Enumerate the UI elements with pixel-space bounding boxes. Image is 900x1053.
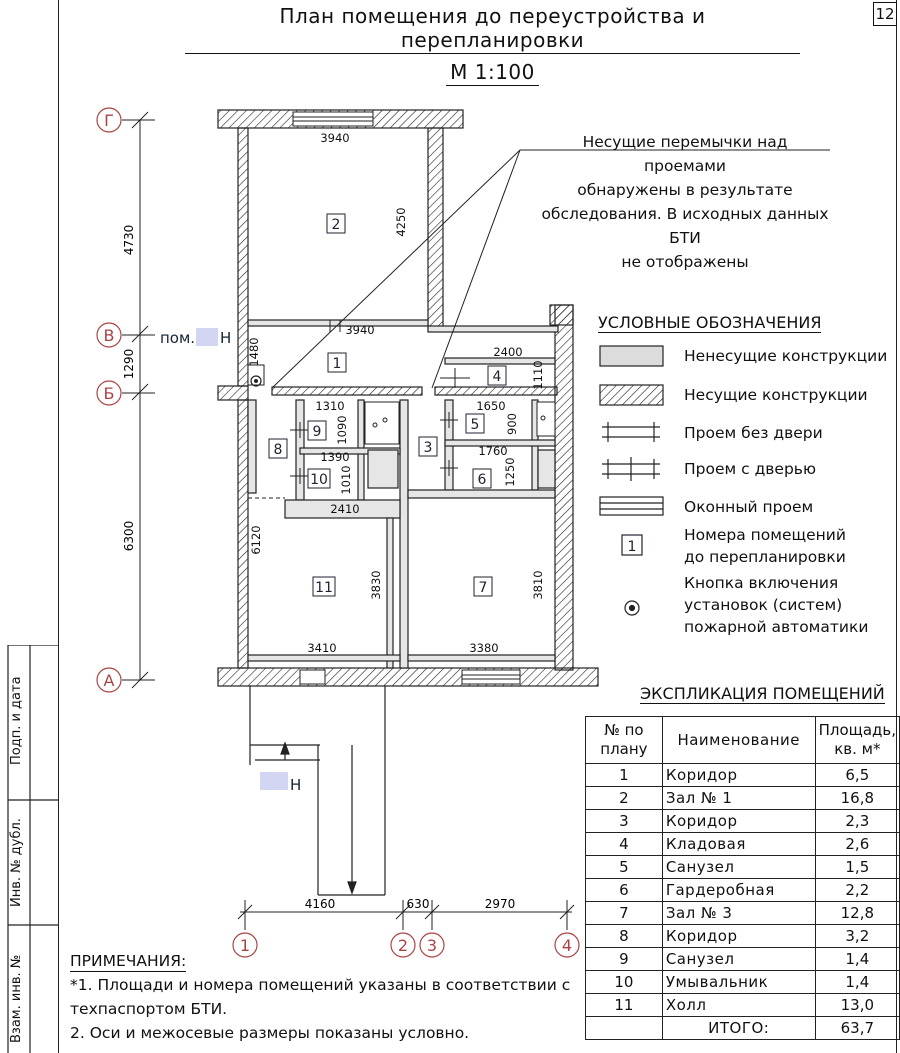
row-area: 1,5 xyxy=(815,856,899,879)
notes-block xyxy=(70,949,570,1045)
legend-number-sample: 1 xyxy=(627,539,637,555)
explication-title: ЭКСПЛИКАЦИЯ ПОМЕЩЕНИЙ xyxy=(640,684,885,703)
row-area: 16,8 xyxy=(815,787,899,810)
total-label: ИТОГО: xyxy=(662,1017,815,1040)
row-area: 12,8 xyxy=(815,902,899,925)
explication-table xyxy=(585,716,900,1040)
table-row xyxy=(586,879,900,902)
legend-fire-button: Кнопка включения установок (систем) пожарной автоматики xyxy=(684,574,869,636)
dim-room7-width: 3380 xyxy=(469,641,499,655)
axis-letter-a: А xyxy=(103,671,115,690)
room-number-8: 8 xyxy=(273,442,283,458)
table-row xyxy=(586,787,900,810)
dim-room4-width: 2400 xyxy=(493,345,523,359)
room-number-11: 11 xyxy=(315,580,333,596)
legend-opening-no-door: Проем без двери xyxy=(684,424,823,442)
dim-bottom-630: 630 xyxy=(406,897,430,911)
room-number-9: 9 xyxy=(312,424,322,440)
row-area: 13,0 xyxy=(815,994,899,1017)
row-number: 9 xyxy=(586,948,663,971)
room-number-3: 3 xyxy=(423,440,433,456)
legend-opening-door: Проем с дверью xyxy=(684,460,816,478)
sanitary-fixtures xyxy=(365,402,555,444)
table-row xyxy=(586,764,900,787)
dim-left-4730: 4730 xyxy=(122,224,136,256)
dim-room10-height: 1010 xyxy=(339,465,353,495)
table-row xyxy=(586,810,900,833)
dim-room10-width: 1390 xyxy=(320,450,350,464)
bearing-lintels-note xyxy=(540,130,830,274)
stamp-sign-date: Подп. и дата xyxy=(9,676,24,765)
dim-room9-height: 1090 xyxy=(335,415,349,445)
dim-room4-height: 1110 xyxy=(531,360,545,390)
room-number-1: 1 xyxy=(332,356,342,372)
room-number-7: 7 xyxy=(478,580,488,596)
legend-room-numbers: Номера помещений до перепланировки xyxy=(684,526,846,566)
note-line-2: обнаружены в результате xyxy=(577,181,793,199)
partitions xyxy=(248,320,558,668)
row-area: 1,4 xyxy=(815,948,899,971)
dim-room5-height: 900 xyxy=(505,413,519,435)
row-number: 11 xyxy=(586,994,663,1017)
room-number-2: 2 xyxy=(331,217,341,233)
axis-number-1: 1 xyxy=(239,936,251,955)
table-row xyxy=(586,833,900,856)
table-row xyxy=(586,925,900,948)
left-dimension-chain xyxy=(122,112,155,688)
table-row xyxy=(586,902,900,925)
dim-bottom-2970: 2970 xyxy=(484,897,516,911)
row-name: Коридор xyxy=(662,810,815,833)
axis-letter-b: Б xyxy=(103,384,115,403)
room-number-6: 6 xyxy=(477,472,487,488)
title-scale: М 1:100 xyxy=(446,60,539,86)
side-stamp xyxy=(0,645,58,1053)
row-area: 2,3 xyxy=(815,810,899,833)
row-number: 10 xyxy=(586,971,663,994)
row-number: 2 xyxy=(586,787,663,810)
dim-room7-height: 3810 xyxy=(531,570,545,600)
dim-left-6300: 6300 xyxy=(122,520,136,552)
table-row xyxy=(586,856,900,879)
row-area: 1,4 xyxy=(815,971,899,994)
dim-room6-width: 1760 xyxy=(478,444,508,458)
table-total-row xyxy=(586,1017,900,1040)
dim-room5-width: 1650 xyxy=(476,399,506,413)
axis-letter-g: Г xyxy=(104,111,114,130)
legend-symbols xyxy=(600,346,663,615)
total-value: 63,7 xyxy=(815,1017,899,1040)
row-number: 6 xyxy=(586,879,663,902)
table-row xyxy=(586,948,900,971)
note-line-1: Несущие перемычки над проемами xyxy=(582,133,788,175)
row-name: Зал № 1 xyxy=(662,787,815,810)
row-name: Коридор xyxy=(662,764,815,787)
row-number: 7 xyxy=(586,902,663,925)
row-name: Гардеробная xyxy=(662,879,815,902)
notes-title: ПРИМЕЧАНИЯ: xyxy=(70,952,187,970)
axis-number-2: 2 xyxy=(397,936,409,955)
row-number: 1 xyxy=(586,764,663,787)
dim-room11-width: 3410 xyxy=(307,641,337,655)
axis-number-3: 3 xyxy=(426,936,438,955)
pom-label-suffix: Н xyxy=(220,329,232,347)
dim-left-1290: 1290 xyxy=(122,348,136,380)
row-name: Коридор xyxy=(662,925,815,948)
room-number-4: 4 xyxy=(492,369,502,385)
row-number: 3 xyxy=(586,810,663,833)
dim-room1-width: 3940 xyxy=(345,323,375,337)
fire-button-symbol xyxy=(248,365,264,386)
stair-label: Н xyxy=(290,776,302,794)
sheet-number: 12 xyxy=(873,2,897,26)
note-line-4: не отображены xyxy=(621,253,749,271)
table-header-row xyxy=(586,717,900,764)
table-row xyxy=(586,994,900,1017)
dim-room2-height: 4250 xyxy=(394,207,408,237)
axis-number-4: 4 xyxy=(561,936,573,955)
room-number-10: 10 xyxy=(310,472,328,488)
redacted-pom-number xyxy=(196,328,218,346)
row-number: 8 xyxy=(586,925,663,948)
legend-nonbearing: Ненесущие конструкции xyxy=(684,347,888,365)
axis-letter-v: В xyxy=(103,326,115,345)
room-number-5: 5 xyxy=(470,417,480,433)
legend-window: Оконный проем xyxy=(684,498,814,516)
pom-label-prefix: пом. xyxy=(160,329,196,347)
header-name: Наименование xyxy=(662,717,815,764)
row-name: Кладовая xyxy=(662,833,815,856)
header-area: Площадь, кв. м* xyxy=(815,717,899,764)
dim-room8-height: 6120 xyxy=(249,525,263,555)
title-line-1: План помещения до переустройства и перепланировки xyxy=(185,4,800,54)
stamp-inv-dup: Инв. № дубл. xyxy=(9,818,24,907)
table-row xyxy=(586,971,900,994)
dim-bottom-4160: 4160 xyxy=(304,897,336,911)
row-number: 5 xyxy=(586,856,663,879)
stamp-replace-inv: Взам. инв. № xyxy=(9,954,24,1043)
notes-line-1: *1. Площади и номера помещений указаны в соответствии с xyxy=(70,976,571,994)
legend-title: УСЛОВНЫЕ ОБОЗНАЧЕНИЯ xyxy=(598,313,822,332)
row-number: 4 xyxy=(586,833,663,856)
dim-room2-width: 3940 xyxy=(320,131,350,145)
note-line-3: обследования. В исходных данных БТИ xyxy=(541,205,829,247)
row-area: 3,2 xyxy=(815,925,899,948)
legend-bearing: Несущие конструкции xyxy=(684,386,868,404)
stair-vestibule xyxy=(250,686,385,895)
redacted-stair-number xyxy=(260,772,288,790)
dim-room8-width: 2410 xyxy=(330,502,360,516)
row-name: Умывальник xyxy=(662,971,815,994)
notes-line-2: техпаспортом БТИ. xyxy=(70,1000,228,1018)
row-area: 6,5 xyxy=(815,764,899,787)
header-number: № по плану xyxy=(586,717,663,764)
row-name: Санузел xyxy=(662,948,815,971)
row-name: Холл xyxy=(662,994,815,1017)
dim-room6-height: 1250 xyxy=(503,457,517,487)
notes-line-3: 2. Оси и межосевые размеры показаны условно. xyxy=(70,1024,470,1042)
row-area: 2,6 xyxy=(815,833,899,856)
row-area: 2,2 xyxy=(815,879,899,902)
dim-room11-height: 3830 xyxy=(369,570,383,600)
row-name: Санузел xyxy=(662,856,815,879)
dim-room9-width: 1310 xyxy=(315,399,345,413)
row-name: Зал № 3 xyxy=(662,902,815,925)
dim-room1-height: 1480 xyxy=(247,337,261,367)
